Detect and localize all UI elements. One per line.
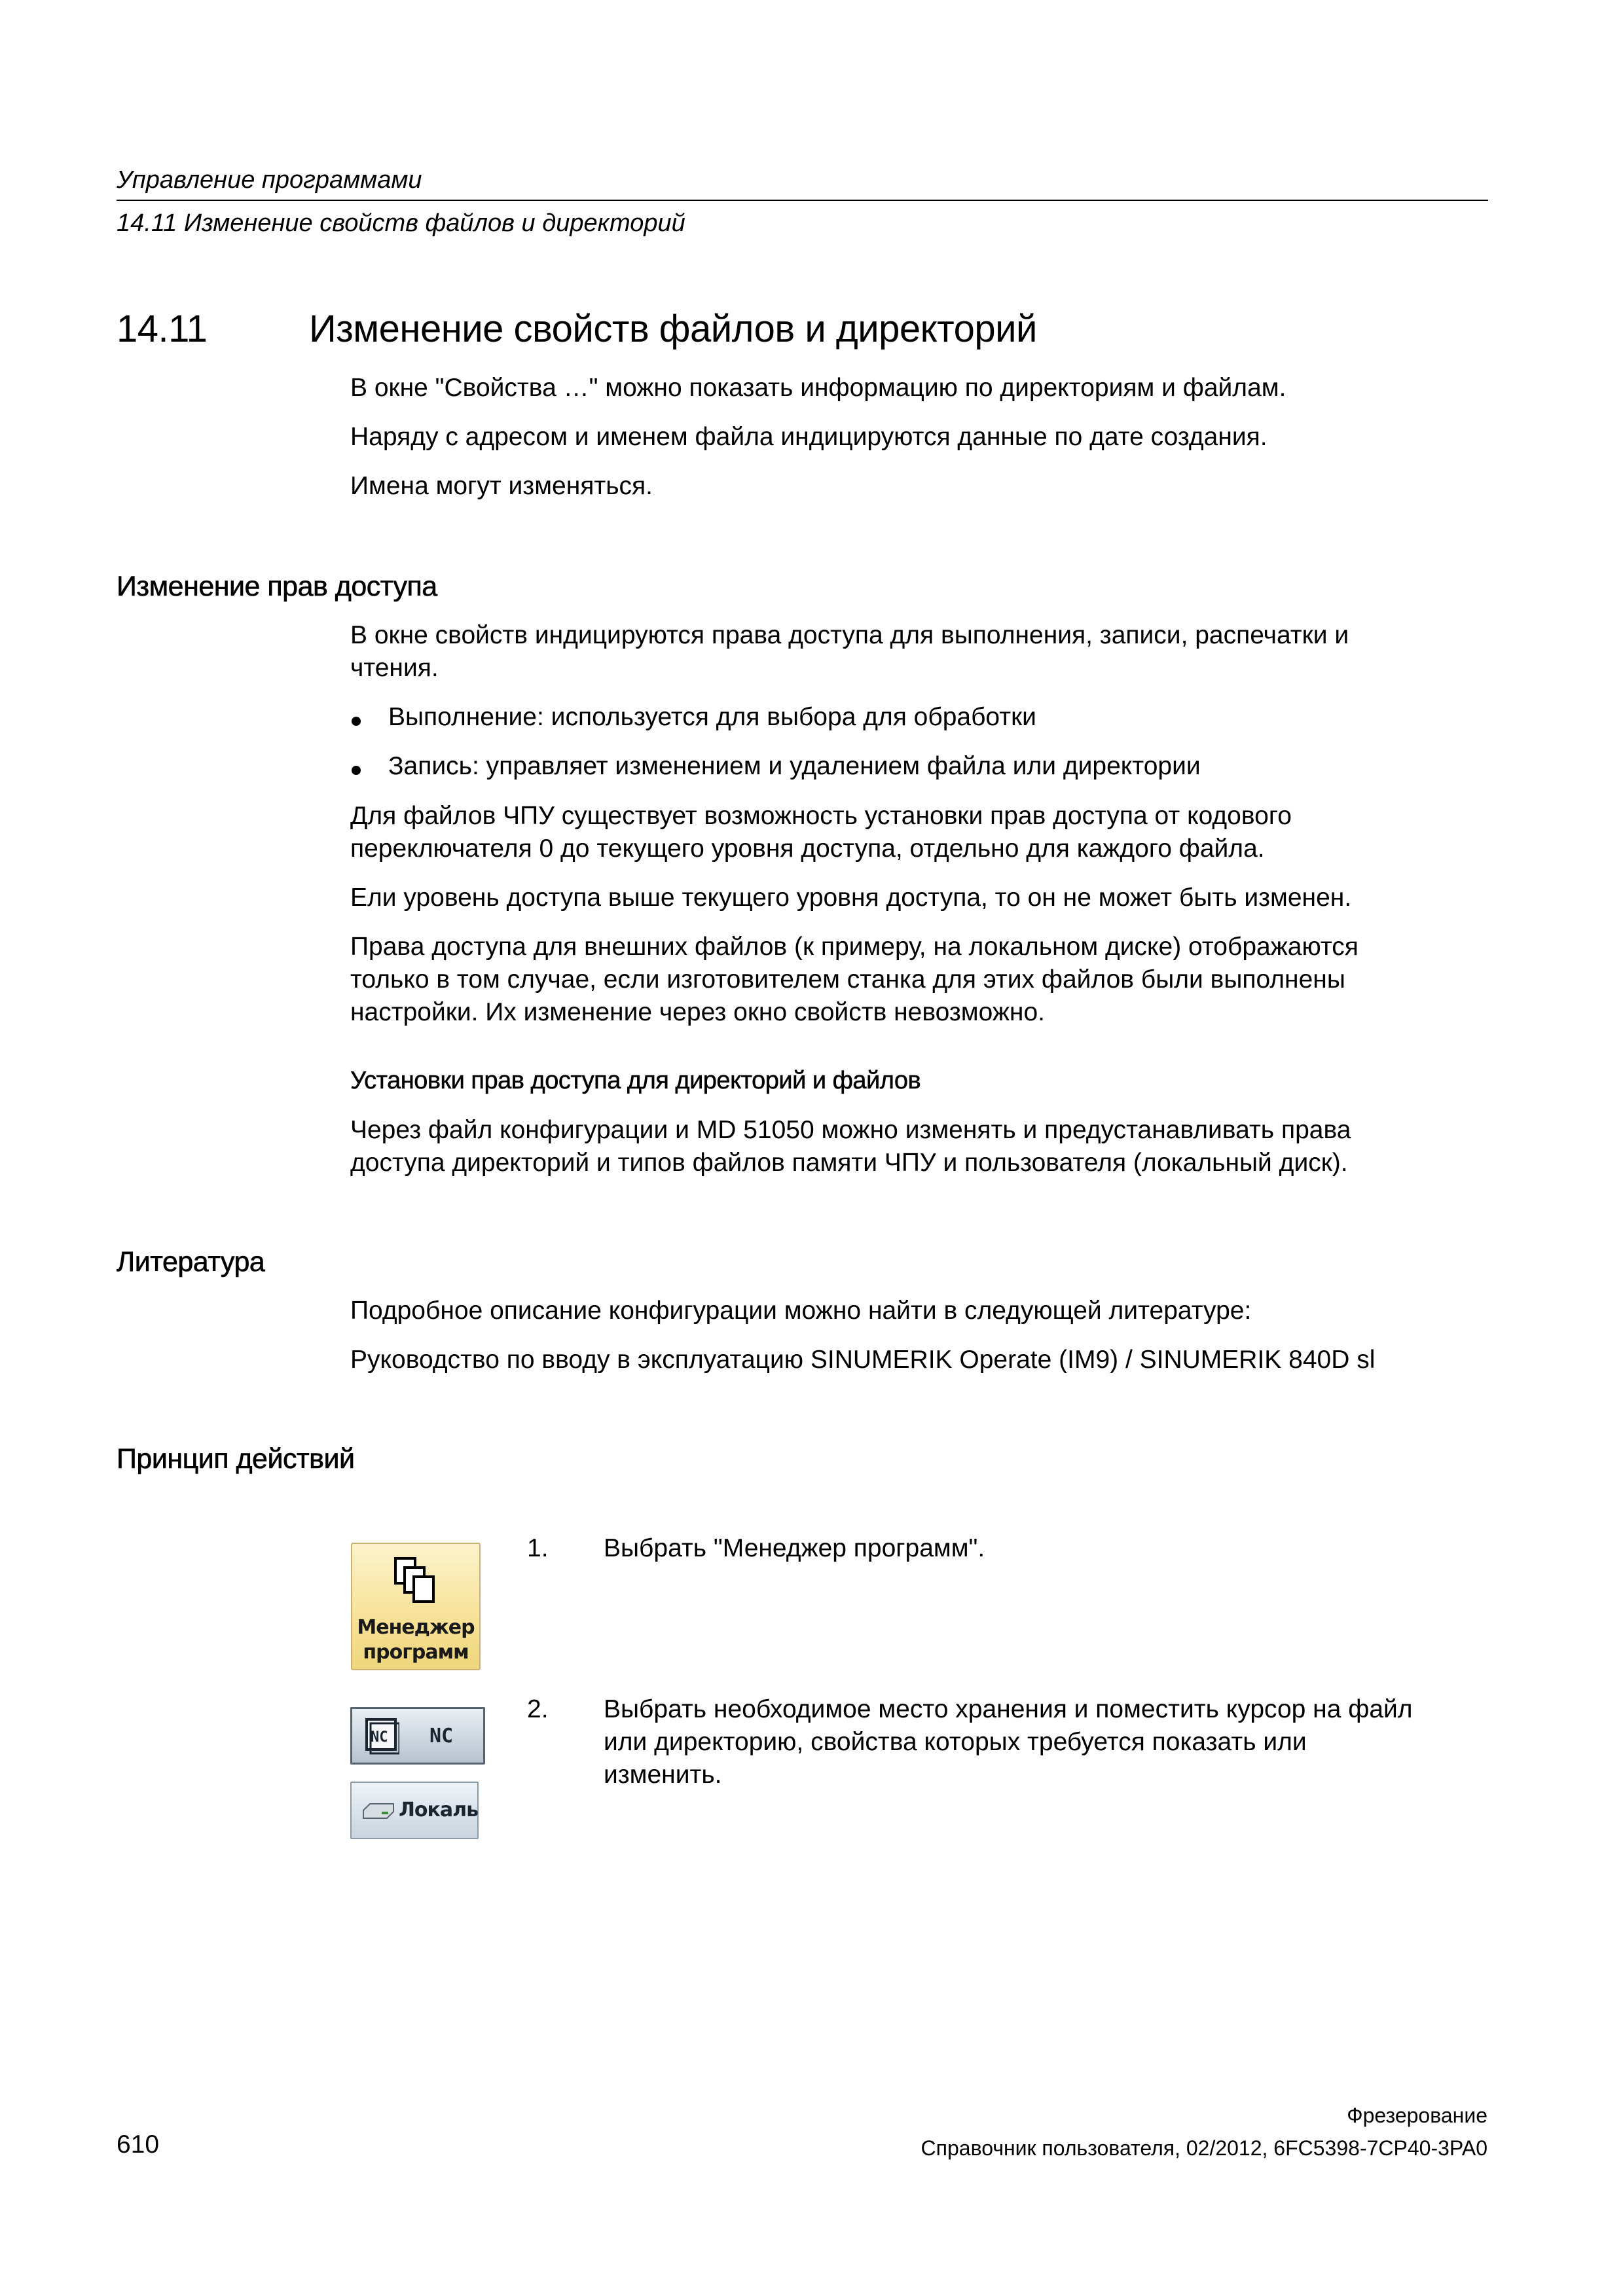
nc-folder-icon <box>365 1718 399 1755</box>
literature-paragraph-1: Подробное описание конфигурации можно найти в следующей литературе: <box>350 1297 1252 1325</box>
literature-heading: Литература <box>117 1246 265 1278</box>
access-heading: Изменение прав доступа <box>117 571 437 602</box>
page-title: Изменение свойств файлов и директорий <box>309 308 1037 350</box>
settings-paragraph-line-2: доступа директорий и типов файлов памяти ЧПУ и пользователя (локальный диск). <box>350 1149 1348 1177</box>
drive-icon <box>362 1803 395 1820</box>
settings-heading: Установки прав доступа для директорий и файлов <box>350 1067 921 1094</box>
access-paragraph-4-line-3: настройки. Их изменение через окно свойств невозможно. <box>350 998 1045 1026</box>
access-paragraph-1-line-1: В окне свойств индицируются права доступа для выполнения, записи, распечатки и <box>350 621 1349 649</box>
settings-paragraph-line-1: Через файл конфигурации и MD 51050 можно изменять и предустанавливать права <box>350 1116 1351 1144</box>
footer-book-title: Фрезерование <box>1347 2104 1487 2127</box>
step-2-number: 2. <box>527 1695 549 1723</box>
running-header-chapter: Управление программами <box>117 166 422 194</box>
step-1-number: 1. <box>527 1534 549 1562</box>
running-header-section: 14.11 Изменение свойств файлов и директорий <box>117 209 685 237</box>
intro-paragraph-3: Имена могут изменяться. <box>350 472 653 500</box>
intro-paragraph-1: В окне "Свойства …" можно показать информацию по директориям и файлам. <box>350 374 1286 402</box>
program-manager-label-line-1: Менеджер <box>357 1616 475 1639</box>
step-2-text-line-3: изменить. <box>604 1761 722 1789</box>
svg-text:NC: NC <box>371 1729 388 1746</box>
nc-softkey-label: NC <box>429 1725 454 1748</box>
program-manager-softkey[interactable] <box>351 1543 481 1670</box>
footer-manual-info: Справочник пользователя, 02/2012, 6FC5398-7CP40-3PA0 <box>921 2136 1487 2160</box>
access-paragraph-2-line-1: Для файлов ЧПУ существует возможность установки прав доступа от кодового <box>350 802 1292 830</box>
access-paragraph-1-line-2: чтения. <box>350 654 439 682</box>
bullet-item-write: Запись: управляет изменением и удалением файла или директории <box>388 752 1201 780</box>
step-1-text: Выбрать "Менеджер программ". <box>604 1534 985 1562</box>
local-drive-softkey-label: Локаль <box>399 1799 479 1821</box>
bullet-icon <box>352 717 361 726</box>
intro-paragraph-2: Наряду с адресом и именем файла индицируются данные по дате создания. <box>350 423 1267 451</box>
step-2-text-line-1: Выбрать необходимое место хранения и поместить курсор на файл <box>604 1695 1413 1723</box>
section-number: 14.11 <box>117 308 208 350</box>
page-number: 610 <box>117 2130 160 2159</box>
access-paragraph-4-line-1: Права доступа для внешних файлов (к примеру, на локальном диске) отображаются <box>350 933 1359 961</box>
access-paragraph-2-line-2: переключателя 0 до текущего уровня доступа, отдельно для каждого файла. <box>350 834 1265 863</box>
procedure-heading: Принцип действий <box>117 1443 355 1475</box>
access-paragraph-4-line-2: только в том случае, если изготовителем станка для этих файлов были выполнены <box>350 965 1345 994</box>
bullet-icon <box>352 766 361 775</box>
nc-softkey[interactable] <box>350 1707 485 1765</box>
header-rule <box>117 200 1488 201</box>
access-paragraph-3: Ели уровень доступа выше текущего уровня доступа, то он не может быть изменен. <box>350 884 1352 912</box>
literature-reference: Руководство по вводу в эксплуатацию SINUMERIK Operate (IM9) / SINUMERIK 840D sl <box>350 1346 1376 1374</box>
program-manager-label-line-2: программ <box>363 1641 469 1664</box>
local-drive-softkey[interactable] <box>350 1782 479 1839</box>
bullet-item-execute: Выполнение: используется для выбора для обработки <box>388 703 1036 731</box>
program-manager-icon <box>393 1556 439 1605</box>
step-2-text-line-2: или директорию, свойства которых требуется показать или <box>604 1728 1307 1756</box>
